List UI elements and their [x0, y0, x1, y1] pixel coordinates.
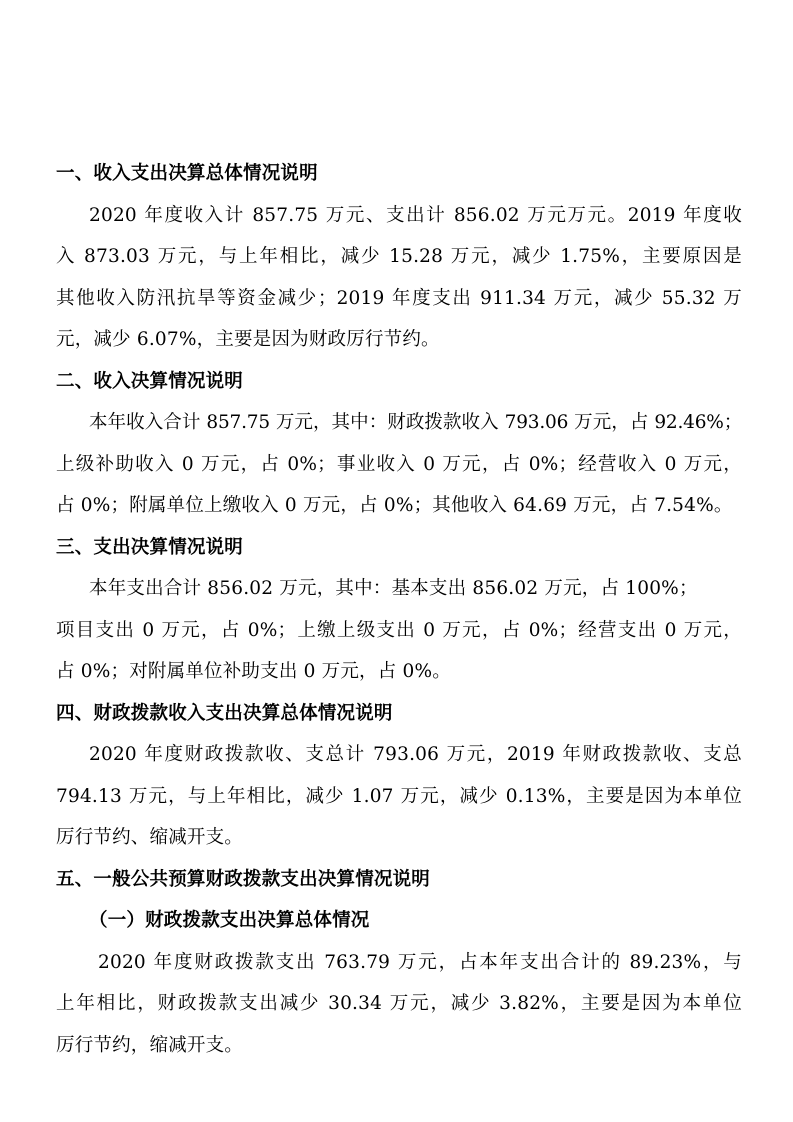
- section-1-line-2: 入 873.03 万元，与上年相比，减少 15.28 万元，减少 1.75%，主要原因是: [56, 246, 742, 267]
- section-3-line-1: 本年支出合计 856.02 万元，其中：基本支出 856.02 万元，占 100%；: [89, 578, 698, 599]
- section-5-subheading: （一）财政拨款支出决算总体情况: [89, 910, 370, 931]
- section-2-line-2: 上级补助收入 0 万元，占 0%；事业收入 0 万元，占 0%；经营收入 0 万元，: [56, 454, 742, 475]
- section-1-line-4: 元，减少 6.07%，主要是因为财政厉行节约。: [56, 329, 440, 350]
- section-4-line-3: 厉行节约、缩减开支。: [56, 827, 244, 848]
- section-3-heading: 三、支出决算情况说明: [56, 537, 244, 558]
- section-5-line-3: 厉行节约，缩减开支。: [56, 1035, 244, 1056]
- section-1-line-1: 2020 年度收入计 857.75 万元、支出计 856.02 万元万元。2019 年度收: [89, 205, 742, 226]
- section-3-line-3: 占 0%；对附属单位补助支出 0 万元，占 0%。: [56, 661, 451, 682]
- section-1-line-3: 其他收入防汛抗旱等资金减少；2019 年度支出 911.34 万元，减少 55.32 万: [56, 288, 742, 309]
- section-2-heading: 二、收入决算情况说明: [56, 371, 244, 392]
- section-4-line-2: 794.13 万元，与上年相比，减少 1.07 万元，减少 0.13%，主要是因为本单位: [56, 786, 742, 807]
- section-5-line-1: 2020 年度财政拨款支出 763.79 万元，占本年支出合计的 89.23%，与: [98, 952, 742, 973]
- section-2-line-3: 占 0%；附属单位上缴收入 0 万元，占 0%；其他收入 64.69 万元，占 7.54%。: [56, 495, 733, 516]
- section-2-line-1: 本年收入合计 857.75 万元，其中：财政拨款收入 793.06 万元，占 92.46%；: [89, 412, 742, 433]
- section-3-line-2: 项目支出 0 万元，占 0%；上缴上级支出 0 万元，占 0%；经营支出 0 万元，: [56, 620, 742, 641]
- section-4-heading: 四、财政拨款收入支出决算总体情况说明: [56, 703, 393, 724]
- section-5-line-2: 上年相比，财政拨款支出减少 30.34 万元，减少 3.82%，主要是因为本单位: [56, 993, 742, 1014]
- section-5-heading: 五、一般公共预算财政拨款支出决算情况说明: [56, 869, 431, 890]
- section-4-line-1: 2020 年度财政拨款收、支总计 793.06 万元，2019 年财政拨款收、支总: [89, 744, 742, 765]
- section-1-heading: 一、收入支出决算总体情况说明: [56, 163, 318, 184]
